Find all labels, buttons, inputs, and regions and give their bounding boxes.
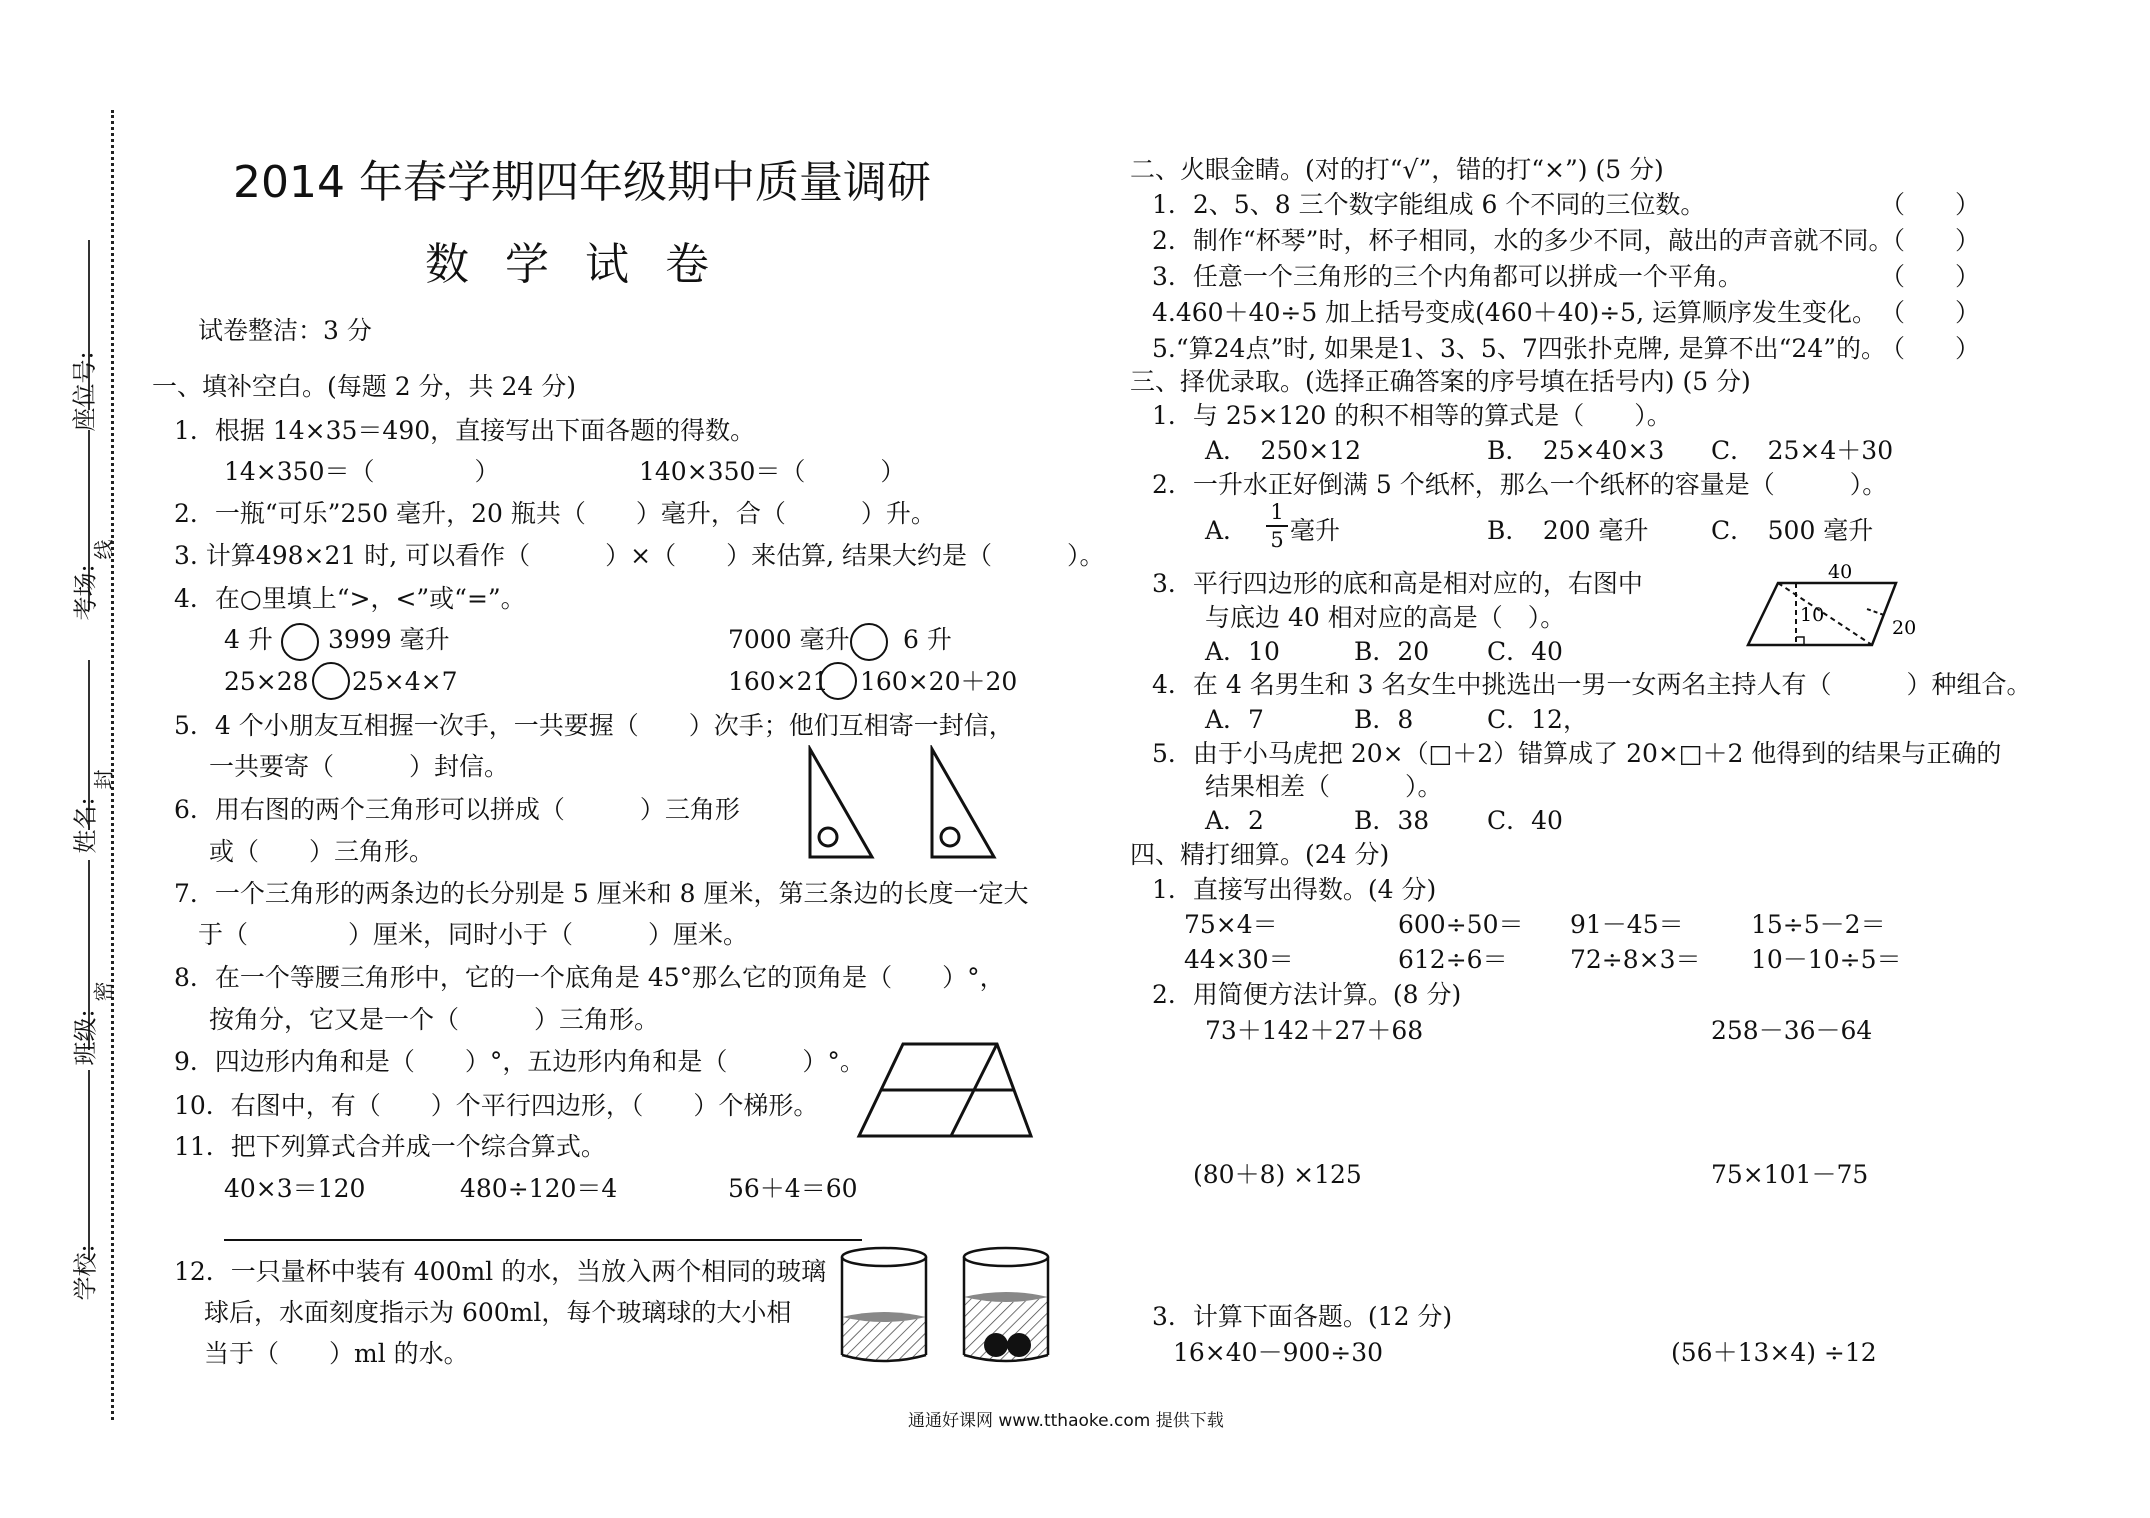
- s3-q3a: 3．平行四边形的底和高是相对应的，右图中: [1152, 569, 1643, 598]
- s4-p1-r2-c3: 72÷8×3＝: [1570, 945, 1701, 974]
- compare-circle: [850, 623, 888, 661]
- name-label: 姓名:: [71, 797, 100, 854]
- q4c-left: 25×28: [224, 667, 309, 696]
- binding-mark-secret: 密: [91, 981, 116, 1002]
- measuring-cups-figure: [832, 1245, 1072, 1365]
- s1-q5a: 5．4 个小朋友互相握一次手，一共要握（ ）次手；他们互相寄一封信，: [174, 711, 1014, 740]
- s3-q4: 4．在 4 名男生和 3 名女生中挑选出一男一女两名主持人有（ ）种组合。: [1152, 670, 2032, 699]
- compare-circle: [819, 662, 857, 700]
- s4-p1-r1-c4: 15÷5－2＝: [1751, 910, 1886, 939]
- s4-p3-a: 16×40－900÷30: [1173, 1338, 1384, 1367]
- section1-heading: 一、填补空白。(每题 2 分，共 24 分): [152, 372, 577, 401]
- answer-bracket: （ ）: [1880, 298, 1981, 327]
- s1-q1a: 14×350＝（ ）: [224, 457, 500, 486]
- s3-q2: 2．一升水正好倒满 5 个纸杯，那么一个纸杯的容量是（ ）。: [1152, 470, 1888, 499]
- s4-p2-d: 75×101－75: [1711, 1160, 1869, 1189]
- s3-q5-opt-c: C．40: [1487, 806, 1563, 835]
- s3-q4-opt-c: C．12，: [1487, 705, 1588, 734]
- s3-q1: 1．与 25×120 的积不相等的算式是（ ）。: [1152, 401, 1672, 430]
- s4-p2: 2．用简便方法计算。(8 分): [1152, 980, 1462, 1009]
- parallelogram-figure: [1740, 561, 1930, 651]
- exam-room-label: 考场:: [71, 564, 100, 621]
- s3-q3b: 与底边 40 相对应的高是（ ）。: [1205, 603, 1566, 632]
- s1-q6b: 或（ ）三角形。: [209, 837, 435, 866]
- s3-q5b: 结果相差（ ）。: [1205, 772, 1443, 801]
- q4d-right: 160×20＋20: [860, 667, 1018, 696]
- s4-p1-r1-c2: 600÷50＝: [1398, 910, 1524, 939]
- section3-heading: 三、择优录取。(选择正确答案的序号填在括号内) (5 分): [1130, 367, 1751, 396]
- section2-heading: 二、火眼金睛。(对的打“√”，错的打“×”) (5 分): [1130, 155, 1664, 184]
- answer-bracket: （ ）: [1880, 190, 1981, 219]
- q4b-right: 6 升: [903, 625, 952, 654]
- s4-p2-c: (80＋8) ×125: [1193, 1160, 1362, 1189]
- s2-item-4: 4.460＋40÷5 加上括号变成(460＋40)÷5, 运算顺序发生变化。: [1152, 298, 1877, 327]
- s2-item-1: 1．2、5、8 三个数字能组成 6 个不同的三位数。: [1152, 190, 1706, 219]
- s1-q7a: 7．一个三角形的两条边的长分别是 5 厘米和 8 厘米，第三条边的长度一定大: [174, 879, 1029, 908]
- s1-q2: 2．一瓶“可乐”250 毫升，20 瓶共（ ）毫升，合（ ）升。: [174, 499, 936, 528]
- answer-bracket: （ ）: [1880, 334, 1981, 363]
- s3-q3-opt-c: C．40: [1487, 637, 1563, 666]
- s4-p1-r2-c1: 44×30＝: [1184, 945, 1294, 974]
- set-square-triangles-figure: [800, 745, 1000, 861]
- s3-q1-opt-c: C． 25×4＋30: [1711, 436, 1894, 465]
- s3-q1-opt-b: B． 25×40×3: [1487, 436, 1665, 465]
- school-label: 学校:: [71, 1244, 100, 1301]
- s4-p1-r2-c4: 10－10÷5＝: [1751, 945, 1902, 974]
- q4b-left: 7000 毫升: [728, 625, 850, 654]
- s3-q2-opt-b: B． 200 毫升: [1487, 516, 1649, 545]
- s4-p2-a: 73＋142＋27＋68: [1205, 1016, 1424, 1045]
- s4-p1-r1-c3: 91－45＝: [1570, 910, 1684, 939]
- compare-circle: [281, 623, 319, 661]
- class-label: 班级:: [71, 1009, 100, 1066]
- s4-p2-b: 258－36－64: [1711, 1016, 1873, 1045]
- q4a-left: 4 升: [224, 625, 273, 654]
- exam-subtitle: 数学试卷: [425, 239, 745, 290]
- s1-q11c: 56＋4＝60: [728, 1174, 858, 1203]
- s4-p3: 3．计算下面各题。(12 分): [1152, 1302, 1453, 1331]
- s1-q8a: 8．在一个等腰三角形中，它的一个底角是 45°那么它的顶角是（ ）°，: [174, 963, 1005, 992]
- s1-q4: 4．在○里填上“>，<”或“=”。: [174, 584, 526, 613]
- s4-p1-r1-c1: 75×4＝: [1184, 910, 1278, 939]
- neatness-note: 试卷整洁：3 分: [198, 316, 372, 345]
- fraction-numerator: 1: [1270, 500, 1284, 524]
- q4a-right: 3999 毫升: [328, 625, 450, 654]
- s3-q2-opt-a-unit: 毫升: [1290, 516, 1341, 545]
- s1-q12b: 球后，水面刻度指示为 600ml，每个玻璃球的大小相: [204, 1298, 792, 1327]
- trapezoid-figure: [855, 1040, 1035, 1140]
- s4-p1-r2-c2: 612÷6＝: [1398, 945, 1508, 974]
- s3-q1-opt-a: A． 250×12: [1205, 436, 1362, 465]
- school-underline: [88, 1070, 90, 1260]
- s3-q5a: 5．由于小马虎把 20×（□＋2）错算成了 20×□＋2 他得到的结果与正确的: [1152, 739, 2002, 768]
- parallelogram-top-label: 40: [1828, 561, 1853, 583]
- s1-q8b: 按角分，它又是一个（ ）三角形。: [209, 1005, 660, 1034]
- exam-title: 2014 年春学期四年级期中质量调研: [233, 157, 931, 208]
- q4c-right: 25×4×7: [352, 667, 458, 696]
- s1-q11: 11．把下列算式合并成一个综合算式。: [174, 1132, 606, 1161]
- s1-q6a: 6．用右图的两个三角形可以拼成（ ）三角形: [174, 795, 740, 824]
- answer-line: [224, 1239, 862, 1241]
- q4d-left: 160×21: [728, 667, 829, 696]
- s1-q3: 3. 计算498×21 时, 可以看作（ ）×（ ）来估算, 结果大约是（ ）。: [174, 541, 1105, 570]
- s1-q9: 9．四边形内角和是（ ）°，五边形内角和是（ ）°。: [174, 1047, 865, 1076]
- s1-q12a: 12．一只量杯中装有 400ml 的水，当放入两个相同的玻璃: [174, 1257, 827, 1286]
- s3-q5-opt-a: A．2: [1205, 806, 1264, 835]
- s3-q4-opt-b: B．8: [1354, 705, 1414, 734]
- binding-mark-line: 线: [91, 539, 116, 560]
- s2-item-5: 5.“算24点”时, 如果是1、3、5、7四张扑克牌, 是算不出“24”的。: [1152, 334, 1887, 363]
- s2-item-2: 2．制作“杯琴”时，杯子相同，水的多少不同，敲出的声音就不同。: [1152, 226, 1894, 255]
- s2-item-3: 3．任意一个三角形的三个内角都可以拼成一个平角。: [1152, 262, 1743, 291]
- s3-q2-opt-a-prefix: A．: [1205, 516, 1249, 545]
- answer-bracket: （ ）: [1880, 262, 1981, 291]
- binding-dotted-line: [111, 110, 114, 1420]
- binding-mark-seal: 封: [91, 769, 116, 790]
- s1-q1: 1．根据 14×35＝490，直接写出下面各题的得数。: [174, 416, 756, 445]
- answer-bracket: （ ）: [1880, 226, 1981, 255]
- s3-q4-opt-a: A．7: [1205, 705, 1264, 734]
- s4-p1: 1．直接写出得数。(4 分): [1152, 875, 1437, 904]
- parallelogram-height-label: 10: [1800, 604, 1825, 626]
- s1-q12c: 当于（ ）ml 的水。: [204, 1339, 469, 1368]
- s3-q3-opt-a: A．10: [1205, 637, 1280, 666]
- s3-q3-opt-b: B．20: [1354, 637, 1430, 666]
- s3-q5-opt-b: B．38: [1354, 806, 1430, 835]
- compare-circle: [312, 662, 350, 700]
- parallelogram-side-label: 20: [1892, 617, 1917, 639]
- s3-q2-opt-c: C． 500 毫升: [1711, 516, 1874, 545]
- footer-source: 通通好课网 www.tthaoke.com 提供下载: [908, 1411, 1224, 1431]
- fraction-bar: [1266, 525, 1288, 527]
- s1-q10: 10．右图中，有（ ）个平行四边形，（ ）个梯形。: [174, 1091, 819, 1120]
- s1-q1b: 140×350＝（ ）: [639, 457, 906, 486]
- seat-label: 座位号:: [70, 351, 99, 432]
- s1-q5b: 一共要寄（ ）封信。: [209, 752, 510, 781]
- s1-q11b: 480÷120＝4: [460, 1174, 618, 1203]
- section4-heading: 四、精打细算。(24 分): [1130, 840, 1390, 869]
- s4-p3-b: (56＋13×4) ÷12: [1671, 1338, 1877, 1367]
- fraction-denominator: 5: [1270, 528, 1284, 552]
- s1-q7b: 于（ ）厘米，同时小于（ ）厘米。: [198, 920, 749, 949]
- s1-q11a: 40×3＝120: [224, 1174, 366, 1203]
